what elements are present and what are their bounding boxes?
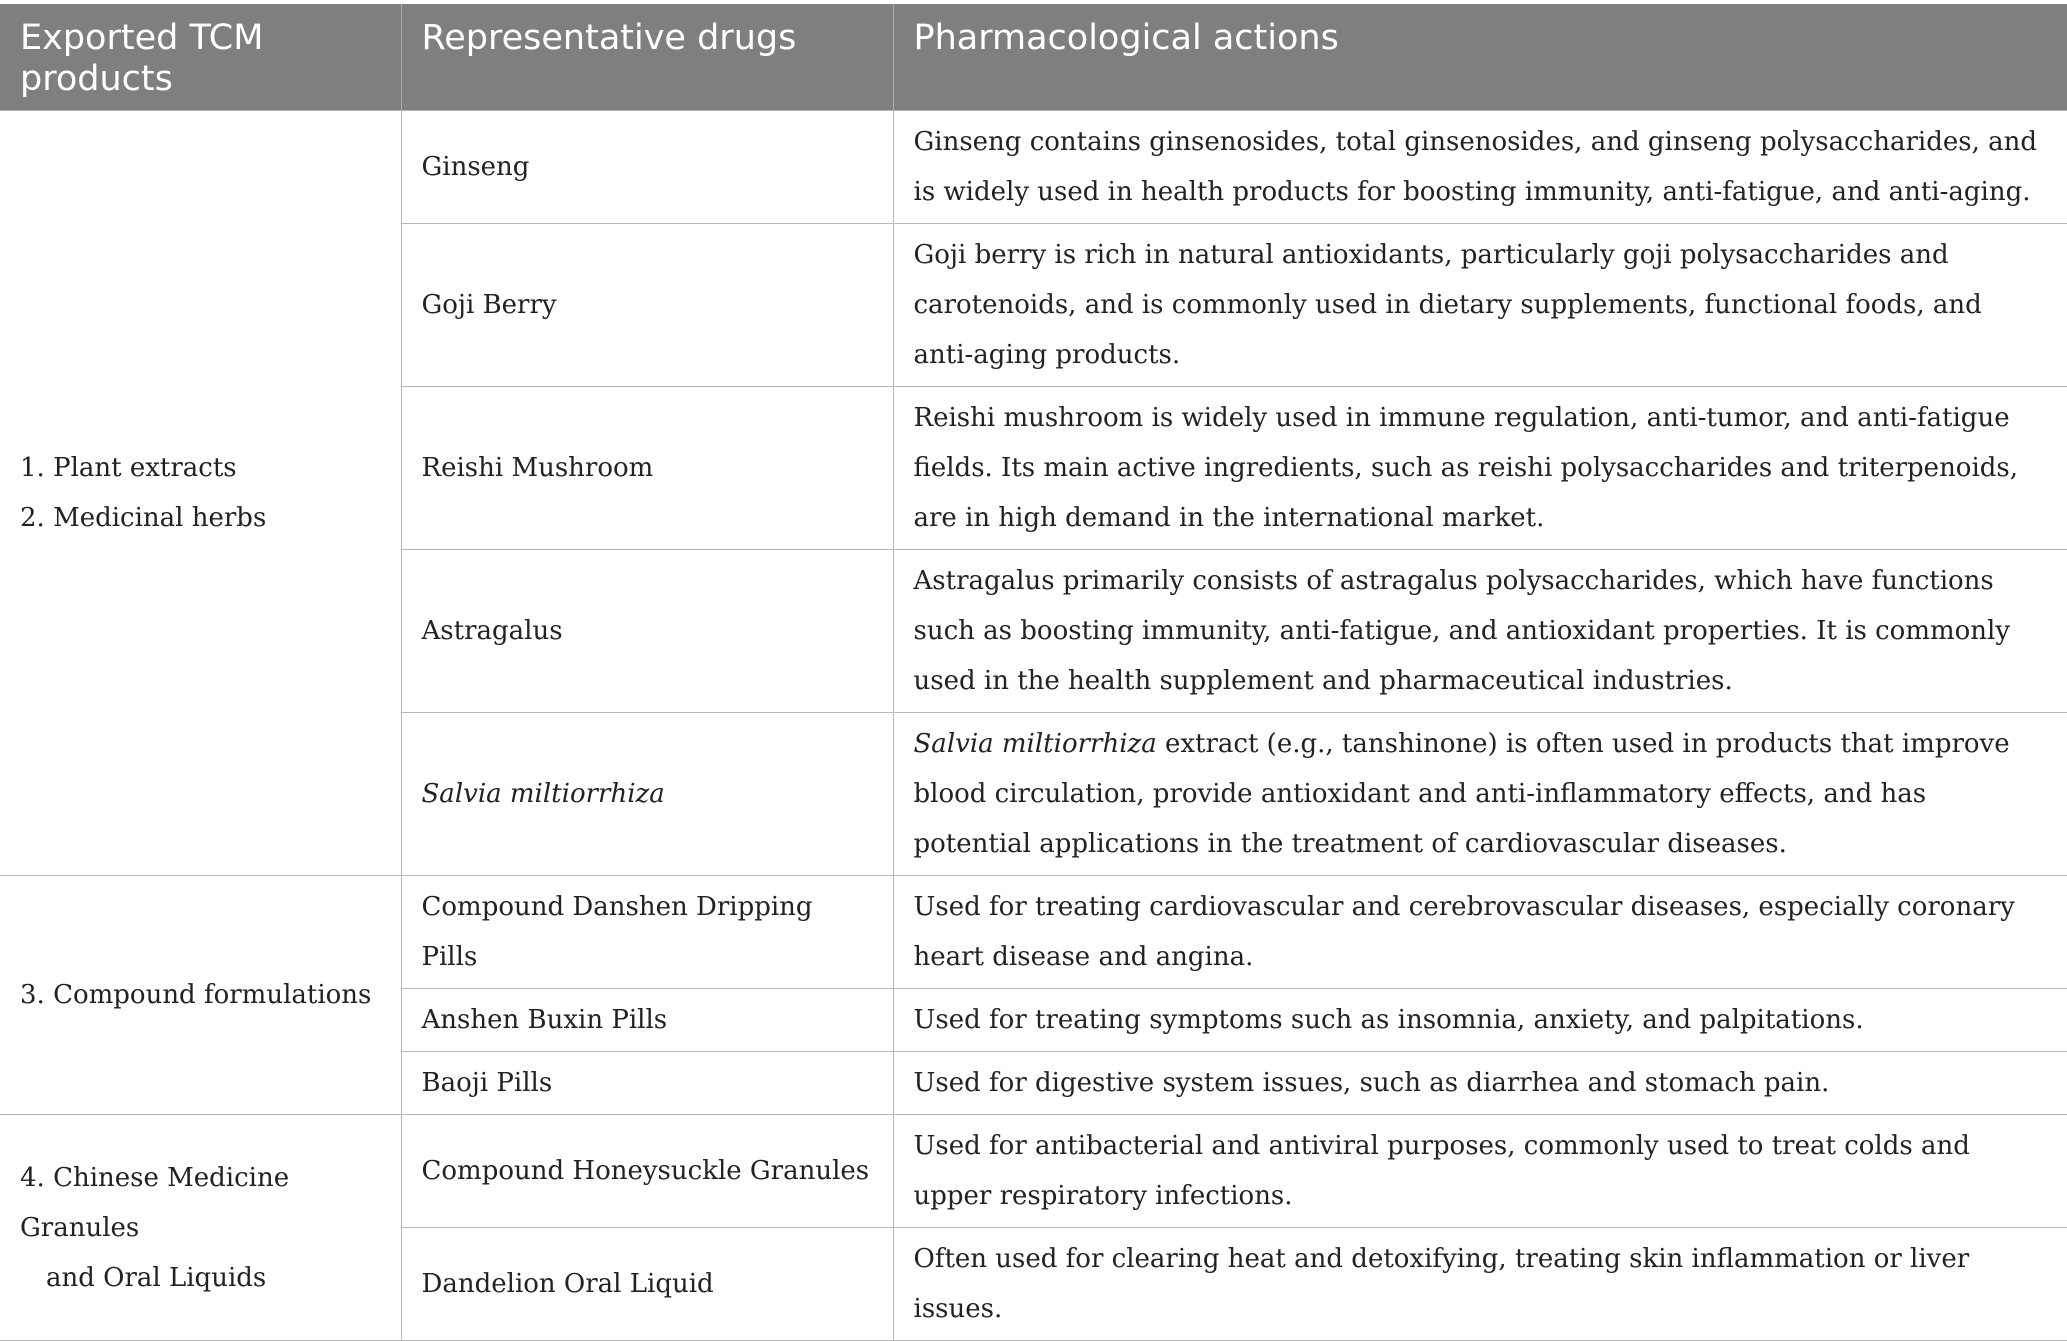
action-cell: Used for treating cardiovascular and cerebrovascular diseases, especially coronary heart disease and angina. bbox=[893, 876, 2067, 989]
action-cell: Ginseng contains ginsenosides, total ginsenosides, and ginseng polysaccharides, and is widely used in health products for boosting immunity, anti-fatigue, and anti-aging. bbox=[893, 111, 2067, 224]
drug-cell: Goji Berry bbox=[401, 224, 893, 387]
drug-cell: Compound Honeysuckle Granules bbox=[401, 1115, 893, 1228]
drug-cell: Reishi Mushroom bbox=[401, 387, 893, 550]
category-line: and Oral Liquids bbox=[46, 1262, 267, 1293]
tcm-products-table bbox=[0, 4, 2067, 1341]
drug-cell: Ginseng bbox=[401, 111, 893, 224]
tcm-table-container bbox=[0, 4, 2067, 1341]
table-row bbox=[0, 1115, 2067, 1228]
action-cell: Often used for clearing heat and detoxifying, treating skin inflammation or liver issues. bbox=[893, 1228, 2067, 1341]
table-row bbox=[0, 876, 2067, 989]
action-cell: Reishi mushroom is widely used in immune regulation, anti-tumor, and anti-fatigue fields. Its main active ingredients, such as reishi polysaccharides and triterpenoids, are in high demand in the international market. bbox=[893, 387, 2067, 550]
action-cell: Used for treating symptoms such as insomnia, anxiety, and palpitations. bbox=[893, 989, 2067, 1052]
drug-cell: Astragalus bbox=[401, 550, 893, 713]
category-line: 3. Compound formulations bbox=[20, 980, 372, 1010]
drug-cell: Baoji Pills bbox=[401, 1052, 893, 1115]
category-line: 4. Chinese Medicine Granules bbox=[20, 1162, 290, 1243]
drug-cell: Anshen Buxin Pills bbox=[401, 989, 893, 1052]
action-cell: Goji berry is rich in natural antioxidants, particularly goji polysaccharides and carotenoids, and is commonly used in dietary supplements, functional foods, and anti-aging products. bbox=[893, 224, 2067, 387]
action-text: extract (e.g., tanshinone) is often used in products that improve blood circulation, provide antioxidant and anti-inflammatory effects, and has potential applications in the treatment of cardiovascular diseases. bbox=[913, 729, 2010, 859]
category-line: 2. Medicinal herbs bbox=[20, 503, 267, 533]
header-pharmacological-actions: Pharmacological actions bbox=[893, 4, 2067, 111]
table-header bbox=[0, 4, 2067, 111]
header-exported-products: Exported TCM products bbox=[0, 4, 401, 111]
action-italic-term: Salvia miltiorrhiza bbox=[913, 729, 1157, 759]
category-cell bbox=[0, 111, 401, 876]
drug-cell: Dandelion Oral Liquid bbox=[401, 1228, 893, 1341]
action-cell bbox=[893, 713, 2067, 876]
action-cell: Astragalus primarily consists of astragalus polysaccharides, which have functions such as boosting immunity, anti-fatigue, and antioxidant properties. It is commonly used in the health supplement and pharmaceutical industries. bbox=[893, 550, 2067, 713]
category-line: 1. Plant extracts bbox=[20, 453, 237, 483]
action-cell: Used for antibacterial and antiviral purposes, commonly used to treat colds and upper respiratory infections. bbox=[893, 1115, 2067, 1228]
table-row bbox=[0, 111, 2067, 224]
header-representative-drugs: Representative drugs bbox=[401, 4, 893, 111]
drug-cell: Salvia miltiorrhiza bbox=[401, 713, 893, 876]
header-row bbox=[0, 4, 2067, 111]
table-body bbox=[0, 111, 2067, 1341]
action-cell: Used for digestive system issues, such as diarrhea and stomach pain. bbox=[893, 1052, 2067, 1115]
category-cell bbox=[0, 1115, 401, 1341]
category-cell bbox=[0, 876, 401, 1115]
drug-cell: Compound Danshen Dripping Pills bbox=[401, 876, 893, 989]
